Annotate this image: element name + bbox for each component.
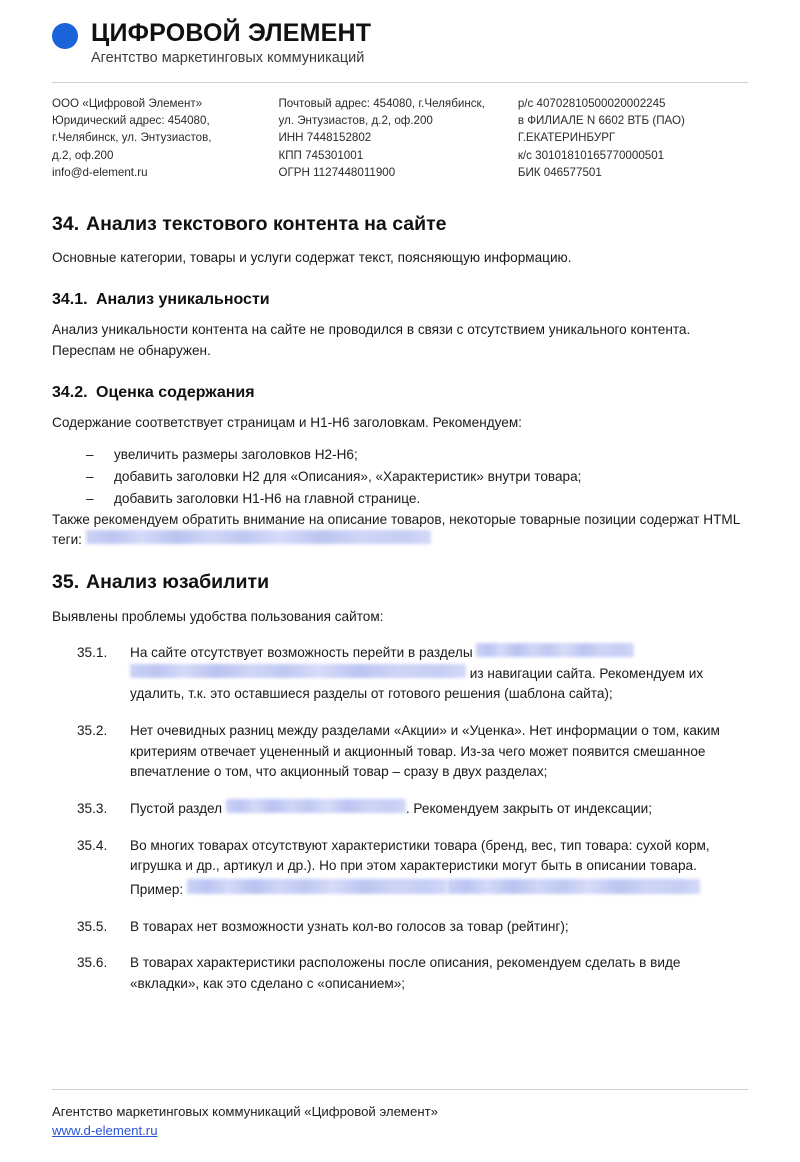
info-line: Г.ЕКАТЕРИНБУРГ bbox=[517, 131, 616, 145]
item-number: 35.1. bbox=[77, 645, 108, 661]
item-text: В товарах нет возможности узнать кол-во голосов за товар (рейтинг); bbox=[130, 918, 569, 934]
section-number-35: 35. bbox=[52, 571, 80, 594]
footer-agency-name: Агентство маркетинговых коммуникаций «Цифровой элемент» bbox=[52, 1103, 438, 1119]
header-divider bbox=[52, 82, 748, 83]
company-info-column-legal bbox=[52, 95, 278, 182]
item-text: В товарах характеристики расположены после описания, рекомендуем сделать в виде «вкладки», как это сделано с «описанием»; bbox=[130, 955, 681, 991]
brand-block bbox=[91, 20, 371, 68]
subsection-heading-34-2 bbox=[52, 383, 748, 403]
usability-item-35-3 bbox=[52, 799, 748, 820]
item-number: 35.6. bbox=[77, 955, 108, 971]
usability-item-35-1 bbox=[52, 643, 748, 705]
usability-item-35-6 bbox=[52, 953, 748, 994]
item-text-part: Пустой раздел bbox=[130, 801, 226, 817]
item-text-part: из навигации сайта. Рекомендуем их удалить, т.к. это оставшиеся разделы от готового решения (шаблона сайта); bbox=[130, 665, 704, 702]
section-heading-35 bbox=[52, 570, 748, 594]
info-line: Почтовый адрес: 454080, г.Челябинск, bbox=[278, 96, 485, 110]
subsection-title-34-1: Анализ уникальности bbox=[96, 291, 270, 309]
info-line: к/с 30101810165770000501 bbox=[517, 148, 665, 162]
info-line: КПП 745301001 bbox=[278, 148, 364, 162]
item-number: 35.3. bbox=[77, 801, 108, 817]
redacted-section-names bbox=[476, 643, 634, 657]
redacted-section-name bbox=[226, 799, 406, 813]
redacted-example-url bbox=[187, 879, 447, 894]
info-line: БИК 046577501 bbox=[517, 166, 602, 180]
usability-item-35-4 bbox=[52, 836, 748, 901]
section-number-34: 34. bbox=[52, 212, 80, 235]
subsection-heading-34-1 bbox=[52, 290, 748, 310]
document-content bbox=[52, 212, 748, 995]
brand-title: ЦИФРОВОЙ ЭЛЕМЕНТ bbox=[91, 19, 372, 47]
company-info-column-postal bbox=[278, 95, 517, 182]
item-text: Нет очевидных разниц между разделами «Акции» и «Уценка». Нет информации о том, каким критериям отвечает уцененный и акционный товар. Из-за чего может появится смешанное впечатление о том, что акционный товар – сразу в двух разделах; bbox=[130, 723, 720, 780]
section-heading-34 bbox=[52, 212, 748, 236]
info-line: р/с 40702810500020002245 bbox=[517, 96, 666, 110]
item-text-part: На сайте отсутствует возможность перейти в разделы bbox=[130, 645, 477, 661]
recommendation-list bbox=[52, 444, 748, 510]
footer-divider bbox=[52, 1089, 748, 1090]
subsection-title-34-2: Оценка содержания bbox=[96, 384, 255, 402]
usability-item-35-5 bbox=[52, 917, 748, 938]
info-line: ООО «Цифровой Элемент» bbox=[52, 96, 203, 110]
redacted-section-names bbox=[130, 664, 466, 678]
info-line: ИНН 7448152802 bbox=[278, 131, 372, 145]
section-34-intro: Основные категории, товары и услуги содержат текст, поясняющую информацию. bbox=[52, 249, 572, 265]
company-email: info@d-element.ru bbox=[52, 166, 148, 180]
subsection-34-2-intro: Содержание соответствует страницам и H1-H6 заголовкам. Рекомендуем: bbox=[52, 415, 522, 431]
item-text bbox=[130, 836, 748, 901]
info-line: в ФИЛИАЛЕ N 6602 ВТБ (ПАО) bbox=[517, 114, 685, 128]
info-line: д.2, оф.200 bbox=[52, 148, 114, 162]
company-logo-icon bbox=[52, 23, 78, 49]
item-text-part: Во многих товарах отсутствуют характеристики товара (бренд, вес, тип товара: сухой корм, игрушка и др., артикул и др.). Но при этом характеристики могут быть в описании товара. Пример: bbox=[130, 837, 710, 898]
redacted-example-url bbox=[447, 879, 700, 894]
section-35-intro: Выявлены проблемы удобства пользования сайтом: bbox=[52, 608, 384, 624]
subsection-34-2-outro bbox=[52, 510, 748, 551]
info-line: г.Челябинск, ул. Энтузиастов, bbox=[52, 131, 212, 145]
info-line: Юридический адрес: 454080, bbox=[52, 114, 210, 128]
usability-item-35-2 bbox=[52, 721, 748, 783]
outro-text: Также рекомендуем обратить внимание на описание товаров, некоторые товарные позиции содержат HTML теги: bbox=[52, 511, 740, 547]
subsection-number-34-1: 34.1. bbox=[52, 291, 88, 309]
item-number: 35.5. bbox=[77, 918, 108, 934]
brand-subtitle: Агентство маркетинговых коммуникаций bbox=[91, 50, 365, 67]
section-title-34: Анализ текстового контента на сайте bbox=[86, 212, 447, 235]
info-line: ОГРН 1127448011900 bbox=[278, 166, 396, 180]
company-info bbox=[52, 95, 748, 182]
item-number: 35.2. bbox=[77, 723, 108, 739]
redacted-html-tags bbox=[86, 530, 431, 544]
item-text-part: . Рекомендуем закрыть от индексации; bbox=[405, 801, 653, 817]
company-info-column-bank bbox=[518, 95, 748, 182]
item-number: 35.4. bbox=[77, 837, 108, 853]
list-item: – добавить заголовки H2 для «Описания», «Характеристик» внутри товара; bbox=[86, 466, 748, 488]
list-item: – добавить заголовки H1-H6 на главной странице. bbox=[86, 488, 748, 510]
subsection-34-1-text: Анализ уникальности контента на сайте не проводился в связи с отсутствием уникального контента. Переспам не обнаружен. bbox=[52, 322, 691, 358]
info-line: ул. Энтузиастов, д.2, оф.200 bbox=[278, 114, 433, 128]
item-text bbox=[130, 799, 748, 820]
footer-website-link[interactable]: www.d-element.ru bbox=[52, 1123, 158, 1138]
subsection-number-34-2: 34.2. bbox=[52, 384, 88, 402]
item-text bbox=[130, 643, 748, 705]
document-header bbox=[52, 0, 748, 68]
document-footer bbox=[52, 1089, 748, 1140]
section-title-35: Анализ юзабилити bbox=[86, 571, 270, 594]
list-item: – увеличить размеры заголовков H2-H6; bbox=[86, 444, 748, 466]
